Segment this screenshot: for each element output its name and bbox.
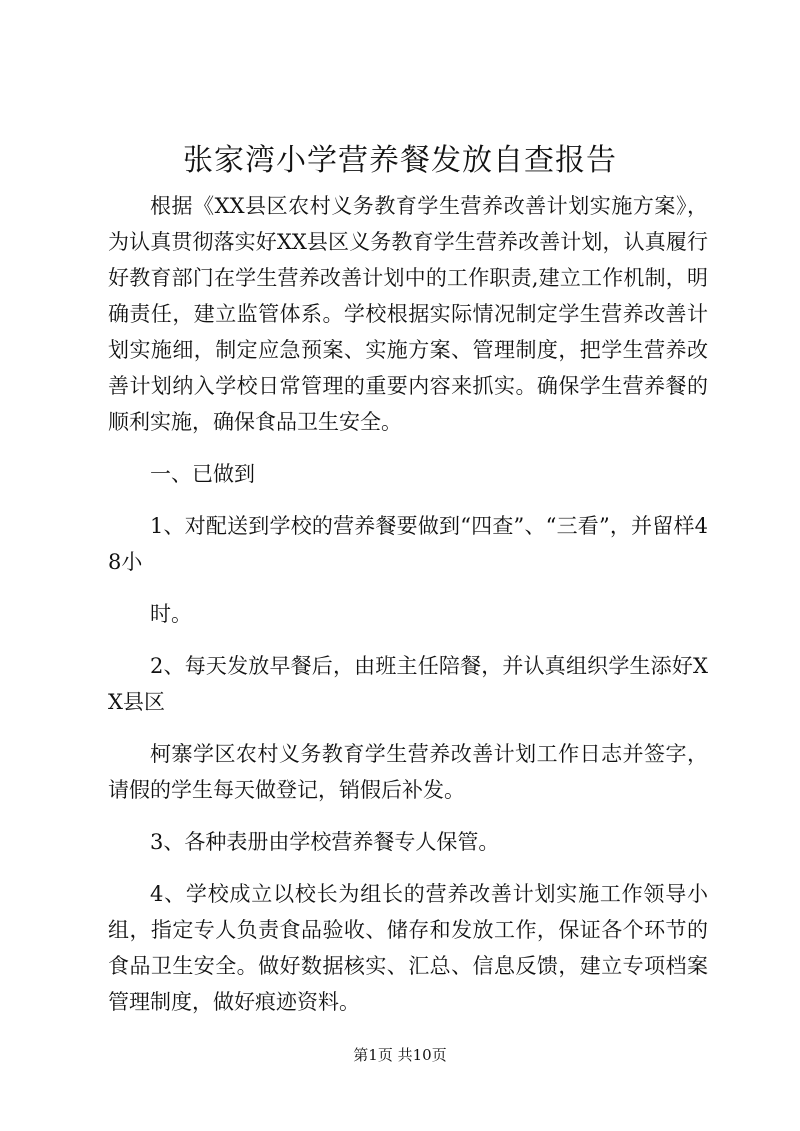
page-footer: 第1页 共10页 [353, 1046, 447, 1064]
item-1-continuation: 时。 [150, 602, 192, 626]
item-4: 4、学校成立以校长为组长的营养改善计划实施工作领导小组，指定专人负责食品验收、储存和发放工作，保证各个环节的食品卫生安全。做好数据核实、汇总、信息反馈，建立专项档案管理制度，做好痕迹资料。 [108, 882, 708, 1014]
section-heading: 一、已做到 [150, 462, 255, 486]
item-2-continuation: 柯寨学区农村义务教育学生营养改善计划工作日志并签字，请假的学生每天做登记，销假后补发。 [108, 742, 708, 802]
paragraph-intro: 根据《XX县区农村义务教育学生营养改善计划实施方案》，为认真贯彻落实好XX县区义务教育学生营养改善计划，认真履行好教育部门在学生营养改善计划中的工作职责,建立工作机制，明确责任，建立监管体系。学校根据实际情况制定学生营养改善计划实施细，制定应急预案、实施方案、管理制度，把学生营养改善计划纳入学校日常管理的重要内容来抓实。确保学生营养餐的顺利实施，确保食品卫生安全。 [108, 194, 708, 434]
item-1: 1、对配送到学校的营养餐要做到“四查”、“三看”，并留样48小 [108, 514, 708, 574]
item-2: 2、每天发放早餐后，由班主任陪餐，并认真组织学生添好XX县区 [108, 654, 708, 714]
document-title: 张家湾小学营养餐发放自查报告 [183, 143, 617, 178]
item-3: 3、各种表册由学校营养餐专人保管。 [150, 830, 500, 854]
document-body [108, 188, 708, 1036]
